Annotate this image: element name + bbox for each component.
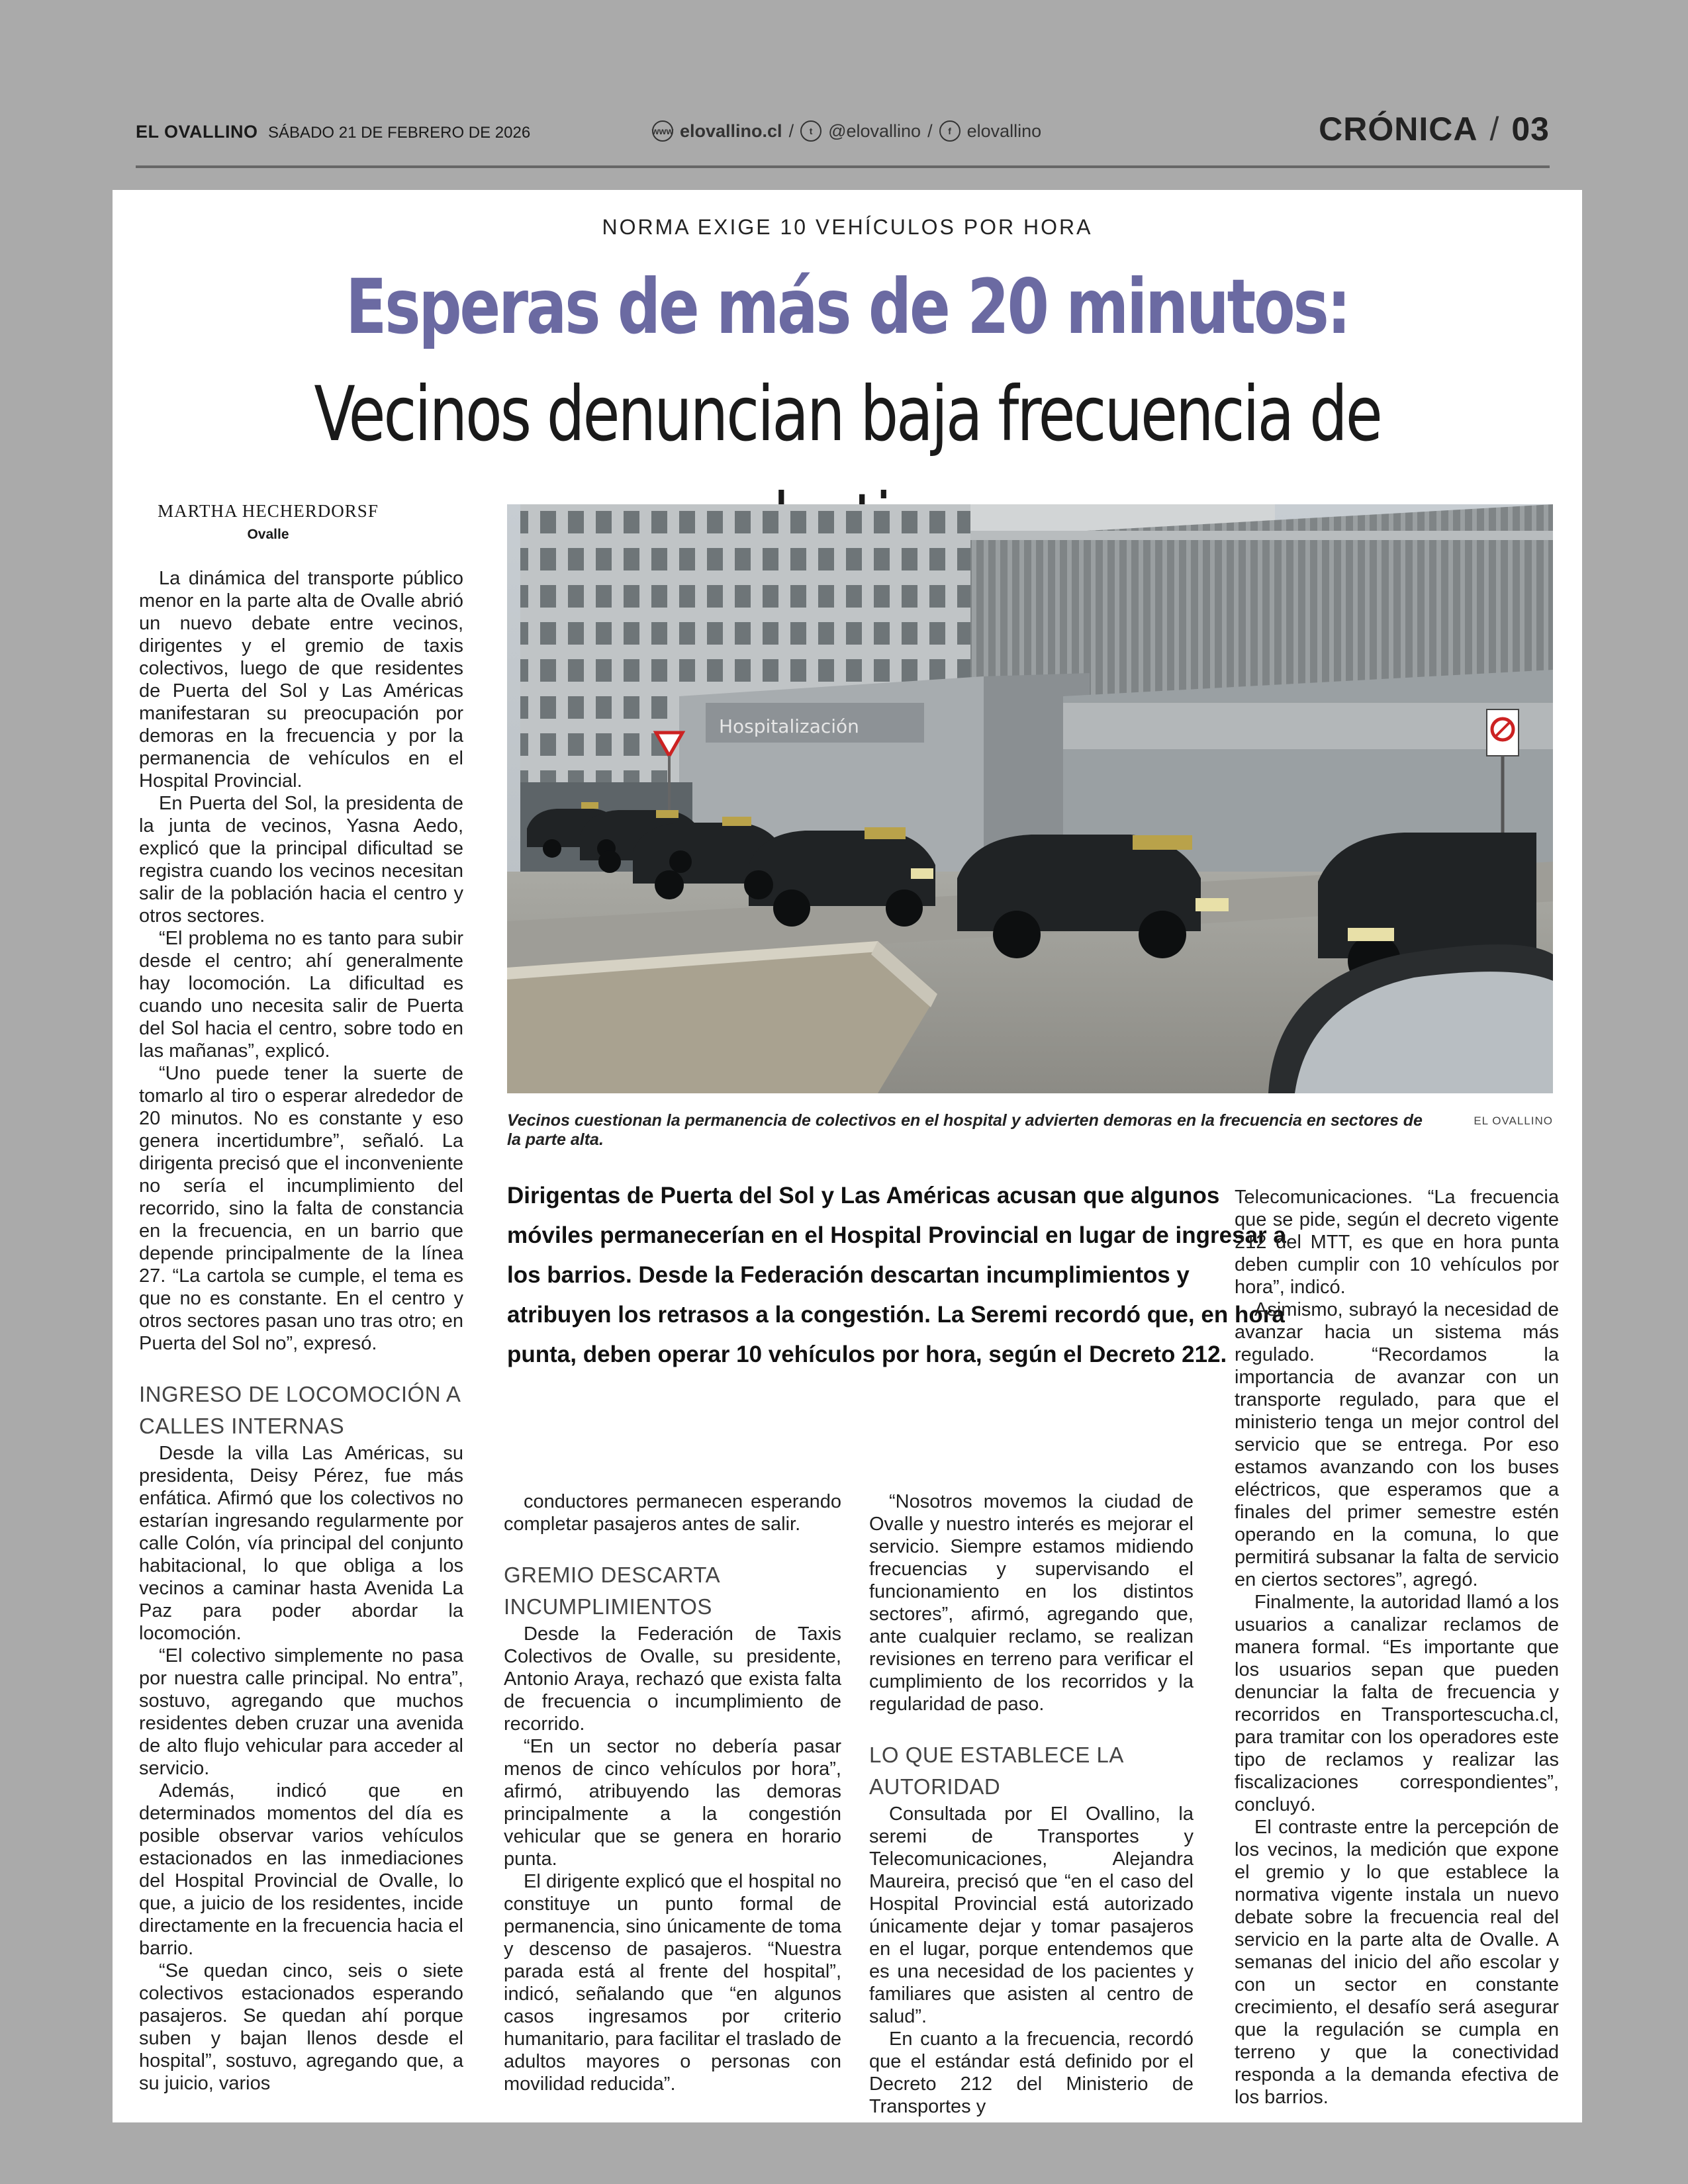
article-column-3 (869, 1490, 1194, 2118)
section-label (1319, 110, 1550, 148)
paragraph: El contraste entre la percepción de los vecinos, la medición que expone el gremio y lo que establece la normativa vigente instala un nuevo debate sobre la frecuencia real del servicio en la parte alta de Ovalle. A semanas del inicio del año escolar y con un sector en constante crecimiento, el desafío será asegurar que la regulación se cumpla en terreno y que la conectividad responda a la demanda efectiva de los barrios. (1235, 1817, 1559, 2108)
hospital-taxis-photo (507, 504, 1553, 1093)
author-name: MARTHA HECHERDORSF (158, 501, 379, 521)
social-links (652, 120, 1041, 142)
subheading: GREMIO DESCARTA INCUMPLIMIENTOS (504, 1563, 720, 1619)
article-photo (507, 504, 1553, 1093)
paragraph: “En un sector no debería pasar menos de cinco vehículos por hora”, afirmó, atribuyendo las demoras principalmente a la congestión vehicular que se genera en horario punta. (504, 1736, 841, 1870)
masthead (136, 122, 530, 142)
paragraph: En Puerta del Sol, la presidenta de la junta de vecinos, Yasna Aedo, explicó que la principal dificultad se registra cuando los vecinos necesitan salir de la población hacia el centro y otros sectores. (139, 793, 463, 927)
subheading: LO QUE ESTABLECE LA AUTORIDAD (869, 1743, 1123, 1799)
paragraph: El dirigente explicó que el hospital no constituye un punto formal de permanencia, sino únicamente de toma y descenso de pasajeros. “Nuestra parada está al frente del hospital”, indicó, señalando que “en algunos casos ingresamos por criterio humanitario, para facilitar el traslado de adultos mayores o personas con movilidad reducida”. (504, 1871, 841, 2095)
headline-highlight: Esperas de más de 20 minutos: (346, 263, 1349, 351)
article-column-1 (139, 567, 463, 2095)
newspaper-brand: EL OVALLINO (136, 122, 258, 142)
separator: / (1489, 111, 1500, 148)
article-kicker: NORMA EXIGE 10 VEHÍCULOS POR HORA (602, 215, 1093, 239)
twitter-icon: t (800, 120, 821, 142)
facebook-handle[interactable]: elovallino (966, 120, 1042, 141)
separator: / (927, 120, 933, 141)
paragraph: “Nosotros movemos la ciudad de Ovalle y nuestro interés es mejorar el servicio. Siempre estamos midiendo frecuencias y supervisando el funcionamiento en los distintos sectores”, afirmó, agregando que, ante cualquier reclamo, se realizan revisiones en terreno para verificar el cumplimiento de los recorridos y la regularidad de paso. (869, 1491, 1194, 1715)
paragraph: “Uno puede tener la suerte de tomarlo al tiro o esperar alrededor de 20 minutos. No es constante y eso genera incertidumbre”, señaló. La dirigenta precisó que el inconveniente no sería el incumplimiento del recorrido, sino la falta de constancia en la frecuencia, en un barrio que depende principalmente de la línea 27. “La cartola se cumple, el tema es que no es constante. En el centro y otros sectores pasan uno tras otro; en Puerta del Sol no”, expresó. (139, 1063, 463, 1354)
article-column-4 (1235, 1186, 1559, 2109)
paragraph: Asimismo, subrayó la necesidad de avanzar hacia un sistema más regulado. “Recordamos la importancia de avanzar con un transporte regulado, para que el ministerio tenga un mejor control del servicio que se entrega. Por eso estamos avanzando con los buses eléctricos, que esperamos que a finales del primer semestre estén operando en la comuna, lo que permitirá subsanar la falta de servicio en ciertos sectores”, agregó. (1235, 1299, 1559, 1590)
paragraph: Consultada por El Ovallino, la seremi de Transportes y Telecomunicaciones, Alejandra Maureira, precisó que “en el caso del Hospital Provincial está autorizado únicamente dejar y tomar pasajeros en el lugar, porque entendemos que es una necesidad de los pacientes y familiares que asisten al centro de salud”. (869, 1803, 1194, 2027)
byline (139, 501, 397, 543)
twitter-handle[interactable]: @elovallino (828, 120, 921, 141)
page-number: 03 (1511, 111, 1550, 148)
issue-date: SÁBADO 21 DE FEBRERO DE 2026 (268, 124, 531, 142)
paragraph: conductores permanecen esperando completar pasajeros antes de salir. (504, 1491, 841, 1535)
paragraph: En cuanto a la frecuencia, recordó que el estándar está definido por el Decreto 212 del Ministerio de Transportes y (869, 2028, 1194, 2117)
paragraph: “El colectivo simplemente no pasa por nuestra calle principal. No entra”, sostuvo, agregando que muchos residentes deben cruzar una avenida de alto flujo vehicular para acceder al servicio. (139, 1645, 463, 1779)
page-header (136, 106, 1550, 168)
separator: / (788, 120, 794, 141)
article-lead: Dirigentas de Puerta del Sol y Las Américas acusan que algunos móviles permanecerían en el Hospital Provincial en lugar de ingresar a los barrios. Desde la Federación descartan incumplimientos y atribuyen los retrasos a la congestión. La Seremi recordó que, en hora punta, deben operar 10 vehículos por hora, según el Decreto 212. (507, 1183, 1286, 1367)
paragraph: Finalmente, la autoridad llamó a los usuarios a canalizar reclamos de manera formal. “Es importante que los usuarios sepan que pueden denunciar la falta de frecuencia y recorridos en Transportescucha.cl, para tramitar con los operadores este tipo de reclamos y realizar las fiscalizaciones correspondientes”, concluyó. (1235, 1592, 1559, 1815)
paragraph: “El problema no es tanto para subir desde el centro; ahí generalmente hay locomoción. La dificultad es cuando uno necesita salir de Puerta del Sol hacia el centro, sobre todo en las mañanas”, explicó. (139, 928, 463, 1062)
headline-rest: Vecinos denuncian baja frecuencia de (314, 370, 1381, 458)
paragraph: Desde la Federación de Taxis Colectivos de Ovalle, su presidente, Antonio Araya, rechazó que exista falta de frecuencia o incumplimiento de recorrido. (504, 1623, 841, 1735)
facebook-icon: f (939, 120, 961, 142)
article-page (113, 190, 1582, 2122)
paragraph: Desde la villa Las Américas, su presidenta, Deisy Pérez, fue más enfática. Afirmó que los colectivos no estarían ingresando regularmente por calle Colón, vía principal del conjunto habitacional, lo que obliga a los vecinos a caminar hasta Avenida La Paz para poder abordar la locomoción. (139, 1443, 463, 1644)
subheading: INGRESO DE LOCOMOCIÓN A CALLES INTERNAS (139, 1382, 460, 1438)
paragraph: “Se quedan cinco, seis o siete colectivos estacionados esperando pasajeros. Se quedan ahí porque suben y bajan llenos desde el hospital”, sostuvo, agregando que, a su juicio, varios (139, 1960, 463, 2094)
website-link[interactable]: elovallino.cl (680, 120, 782, 141)
photo-caption: Vecinos cuestionan la permanencia de colectivos en el hospital y advierten demoras en la frecuencia en sectores de la parte alta. (507, 1111, 1423, 1149)
section-name: CRÓNICA (1319, 111, 1478, 148)
photo-credit: EL OVALLINO (1474, 1115, 1553, 1127)
hospital-sign: Hospitalización (719, 715, 859, 737)
dateline-location: Ovalle (247, 527, 289, 542)
paragraph: Telecomunicaciones. “La frecuencia que se pide, según el decreto vigente 212 del MTT, es que en hora punta deben cumplir con 10 vehículos por hora”, indicó. (1235, 1187, 1559, 1298)
article-column-2 (504, 1490, 841, 2095)
paragraph: La dinámica del transporte público menor en la parte alta de Ovalle abrió un nuevo debate entre vecinos, dirigentes y el gremio de taxis colectivos, luego de que residentes de Puerta del Sol y Las Américas manifestaran su preocupación por demoras en la frecuencia y por la permanencia de vehículos en el Hospital Provincial. (139, 568, 463, 792)
paragraph: Además, indicó que en determinados momentos del día es posible observar varios vehículos estacionados en las inmediaciones del Hospital Provincial de Ovalle, lo que, a juicio de los residentes, incide directamente en la frecuencia hacia el barrio. (139, 1780, 463, 1959)
www-globe-icon: www (652, 120, 673, 142)
